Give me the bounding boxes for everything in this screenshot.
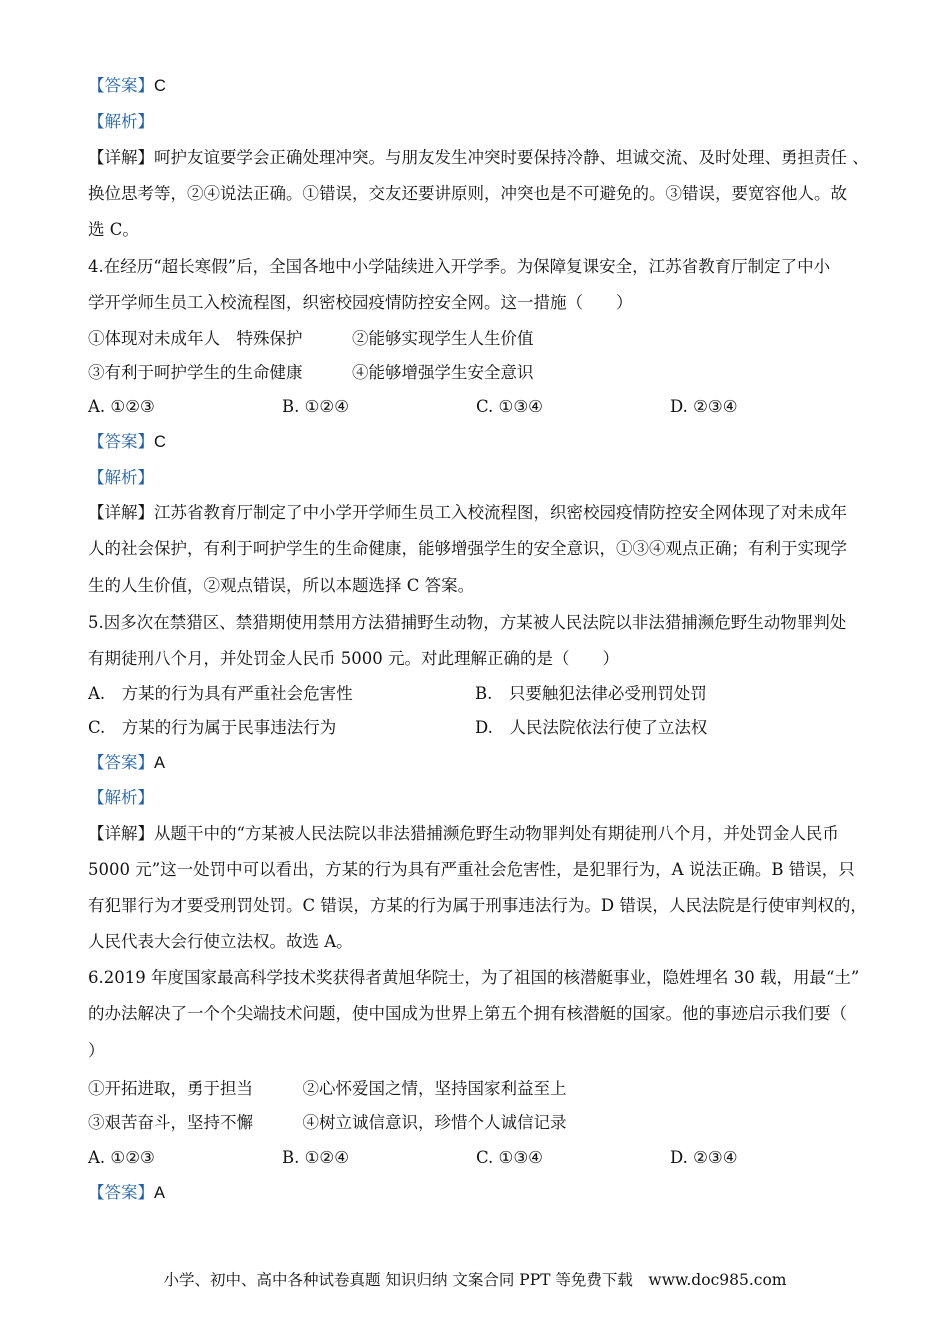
q3-analysis-tag: 【解析】	[88, 112, 154, 131]
q6-option-d: D. ②③④	[670, 1148, 738, 1167]
q5-option-c: C. 方某的行为属于民事违法行为	[88, 718, 337, 737]
q5-option-a: A. 方某的行为具有严重社会危害性	[88, 684, 353, 703]
q6-stem-line-1: 6.2019 年度国家最高科学技术奖获得者黄旭华院士，为了祖国的核潜艇事业，隐姓埋名 30 载，用最“土”	[88, 968, 860, 987]
detail-tag: 【详解】	[88, 148, 154, 167]
q5-stem-line-2: 有期徒刑八个月，并处罚金人民币 5000 元。对此理解正确的是（ ）	[88, 649, 619, 668]
q4-detail-line-3: 生的人生价值，②观点错误，所以本题选择 C 答案。	[88, 576, 475, 595]
q4-stem-line-1: 4.在经历“超长寒假”后，全国各地中小学陆续进入开学季。为保障复课安全，江苏省教育厅制定了中小	[88, 257, 831, 276]
q4-statement-1: ①体现对未成年人 特殊保护 ②能够实现学生人生价值	[88, 329, 534, 348]
q4-option-c: C. ①③④	[476, 397, 543, 416]
q4-detail-line-1: 【详解】江苏省教育厅制定了中小学开学师生员工入校流程图，织密校园疫情防控安全网体现了对未成年	[88, 503, 847, 522]
q3-answer	[88, 75, 166, 97]
q6-answer	[88, 1182, 165, 1204]
q5-analysis-tag: 【解析】	[88, 788, 154, 807]
answer-tag: 【答案】	[88, 753, 154, 772]
detail-tag: 【详解】	[88, 503, 154, 522]
q4-option-b: B. ①②④	[282, 397, 349, 416]
q4-answer	[88, 431, 166, 453]
q6-statement-1: ①开拓进取，勇于担当 ②心怀爱国之情，坚持国家利益至上	[88, 1079, 567, 1098]
detail-tag: 【详解】	[88, 824, 154, 843]
answer-value: C	[154, 433, 166, 451]
q4-stem-line-2: 学开学师生员工入校流程图，织密校园疫情防控安全网。这一措施（ ）	[88, 293, 633, 312]
q6-option-a: A. ①②③	[88, 1148, 155, 1167]
q6-option-c: C. ①③④	[476, 1148, 543, 1167]
q4-detail-line-2: 人的社会保护，有利于呵护学生的生命健康，能够增强学生的安全意识，①③④观点正确；有利于实现学	[88, 539, 847, 558]
answer-value: A	[154, 754, 166, 772]
q5-option-b: B. 只要触犯法律必受刑罚处罚	[475, 684, 707, 703]
q6-option-b: B. ①②④	[282, 1148, 349, 1167]
answer-value: C	[154, 77, 166, 95]
answer-tag: 【答案】	[88, 1183, 154, 1202]
q5-option-d: D. 人民法院依法行使了立法权	[475, 718, 708, 737]
q4-option-a: A. ①②③	[88, 397, 155, 416]
q4-option-d: D. ②③④	[670, 397, 738, 416]
q3-detail-line-1: 【详解】呵护友谊要学会正确处理冲突。与朋友发生冲突时要保持冷静、坦诚交流、及时处理、勇担责任 、	[88, 148, 869, 167]
answer-tag: 【答案】	[88, 76, 154, 95]
q5-detail-line-1: 【详解】从题干中的“方某被人民法院以非法猎捕濒危野生动物罪判处有期徒刑八个月，并处罚金人民币	[88, 824, 839, 843]
answer-tag: 【答案】	[88, 432, 154, 451]
footer-link-text: 小学、初中、高中各种试卷真题 知识归纳 文案合同 PPT 等免费下载 www.doc985.com	[163, 1271, 787, 1289]
q5-detail-line-2: 5000 元”这一处罚中可以看出，方某的行为具有严重社会危害性，是犯罪行为，A 说法正确。B 错误，只	[88, 860, 855, 879]
q4-statement-2: ③有利于呵护学生的生命健康 ④能够增强学生安全意识	[88, 363, 534, 382]
q6-statement-2: ③艰苦奋斗，坚持不懈 ④树立诚信意识，珍惜个人诚信记录	[88, 1113, 567, 1132]
q3-detail-line-3: 选 C。	[88, 220, 139, 239]
q4-analysis-tag: 【解析】	[88, 468, 154, 487]
q5-detail-line-4: 人民代表大会行使立法权。故选 A。	[88, 932, 353, 951]
q6-stem-line-3: ）	[88, 1041, 105, 1060]
q5-detail-line-3: 有犯罪行为才要受刑罚处罚。C 错误，方某的行为属于刑事违法行为。D 错误，人民法院是行使审判权的，	[88, 896, 867, 915]
q3-detail-line-2: 换位思考等，②④说法正确。①错误，交友还要讲原则，冲突也是不可避免的。③错误，要宽容他人。故	[88, 184, 847, 203]
q5-stem-line-1: 5.因多次在禁猎区、禁猎期使用禁用方法猎捕野生动物，方某被人民法院以非法猎捕濒危野生动物罪判处	[88, 613, 847, 632]
q5-answer	[88, 752, 165, 774]
answer-value: A	[154, 1184, 166, 1202]
q6-stem-line-2: 的办法解决了一个个尖端技术问题，使中国成为世界上第五个拥有核潜艇的国家。他的事迹启示我们要（	[88, 1004, 847, 1023]
